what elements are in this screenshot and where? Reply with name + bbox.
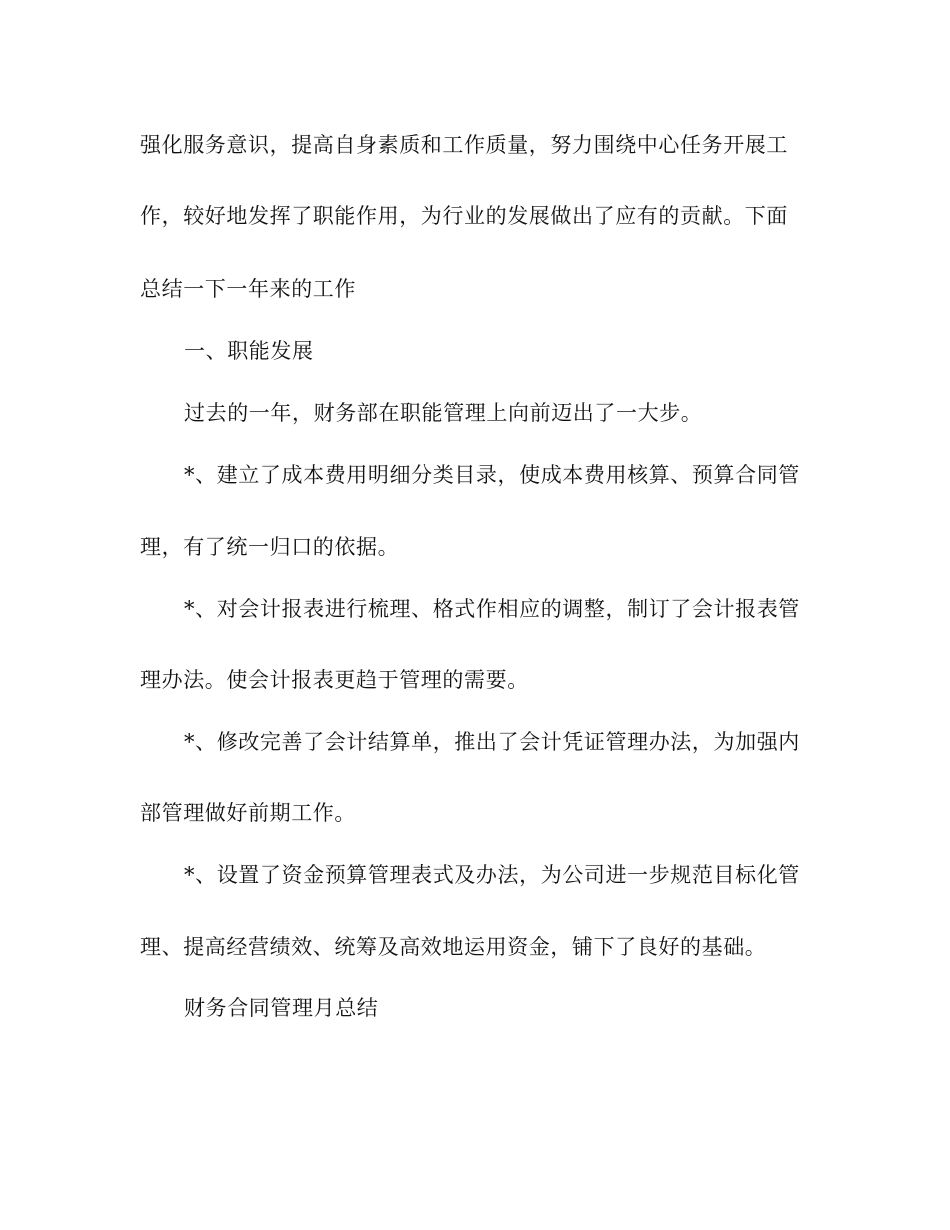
section-heading: 财务合同管理月总结 <box>184 996 379 1020</box>
list-item-line: *、对会计报表进行梳理、格式作相应的调整，制订了会计报表管 <box>184 597 800 621</box>
list-item-line: *、建立了成本费用明细分类目录，使成本费用核算、预算合同管 <box>184 463 800 487</box>
paragraph-line: 过去的一年，财务部在职能管理上向前迈出了一大步。 <box>184 401 703 425</box>
paragraph-line: 作，较好地发挥了职能作用，为行业的发展做出了应有的贡献。下面 <box>140 204 788 228</box>
list-item-line: *、设置了资金预算管理表式及办法，为公司进一步规范目标化管 <box>184 863 800 887</box>
paragraph-line: 理、提高经营绩效、统筹及高效地运用资金，铺下了良好的基础。 <box>140 935 767 959</box>
paragraph-line: 部管理做好前期工作。 <box>140 801 356 825</box>
list-item-line: *、修改完善了会计结算单，推出了会计凭证管理办法，为加强内 <box>184 730 800 754</box>
paragraph-line: 理，有了统一归口的依据。 <box>140 535 400 559</box>
paragraph-line: 强化服务意识，提高自身素质和工作质量，努力围绕中心任务开展工 <box>140 133 788 157</box>
paragraph-line: 理办法。使会计报表更趋于管理的需要。 <box>140 668 529 692</box>
section-heading: 一、职能发展 <box>184 339 314 363</box>
paragraph-line: 总结一下一年来的工作 <box>140 277 356 301</box>
